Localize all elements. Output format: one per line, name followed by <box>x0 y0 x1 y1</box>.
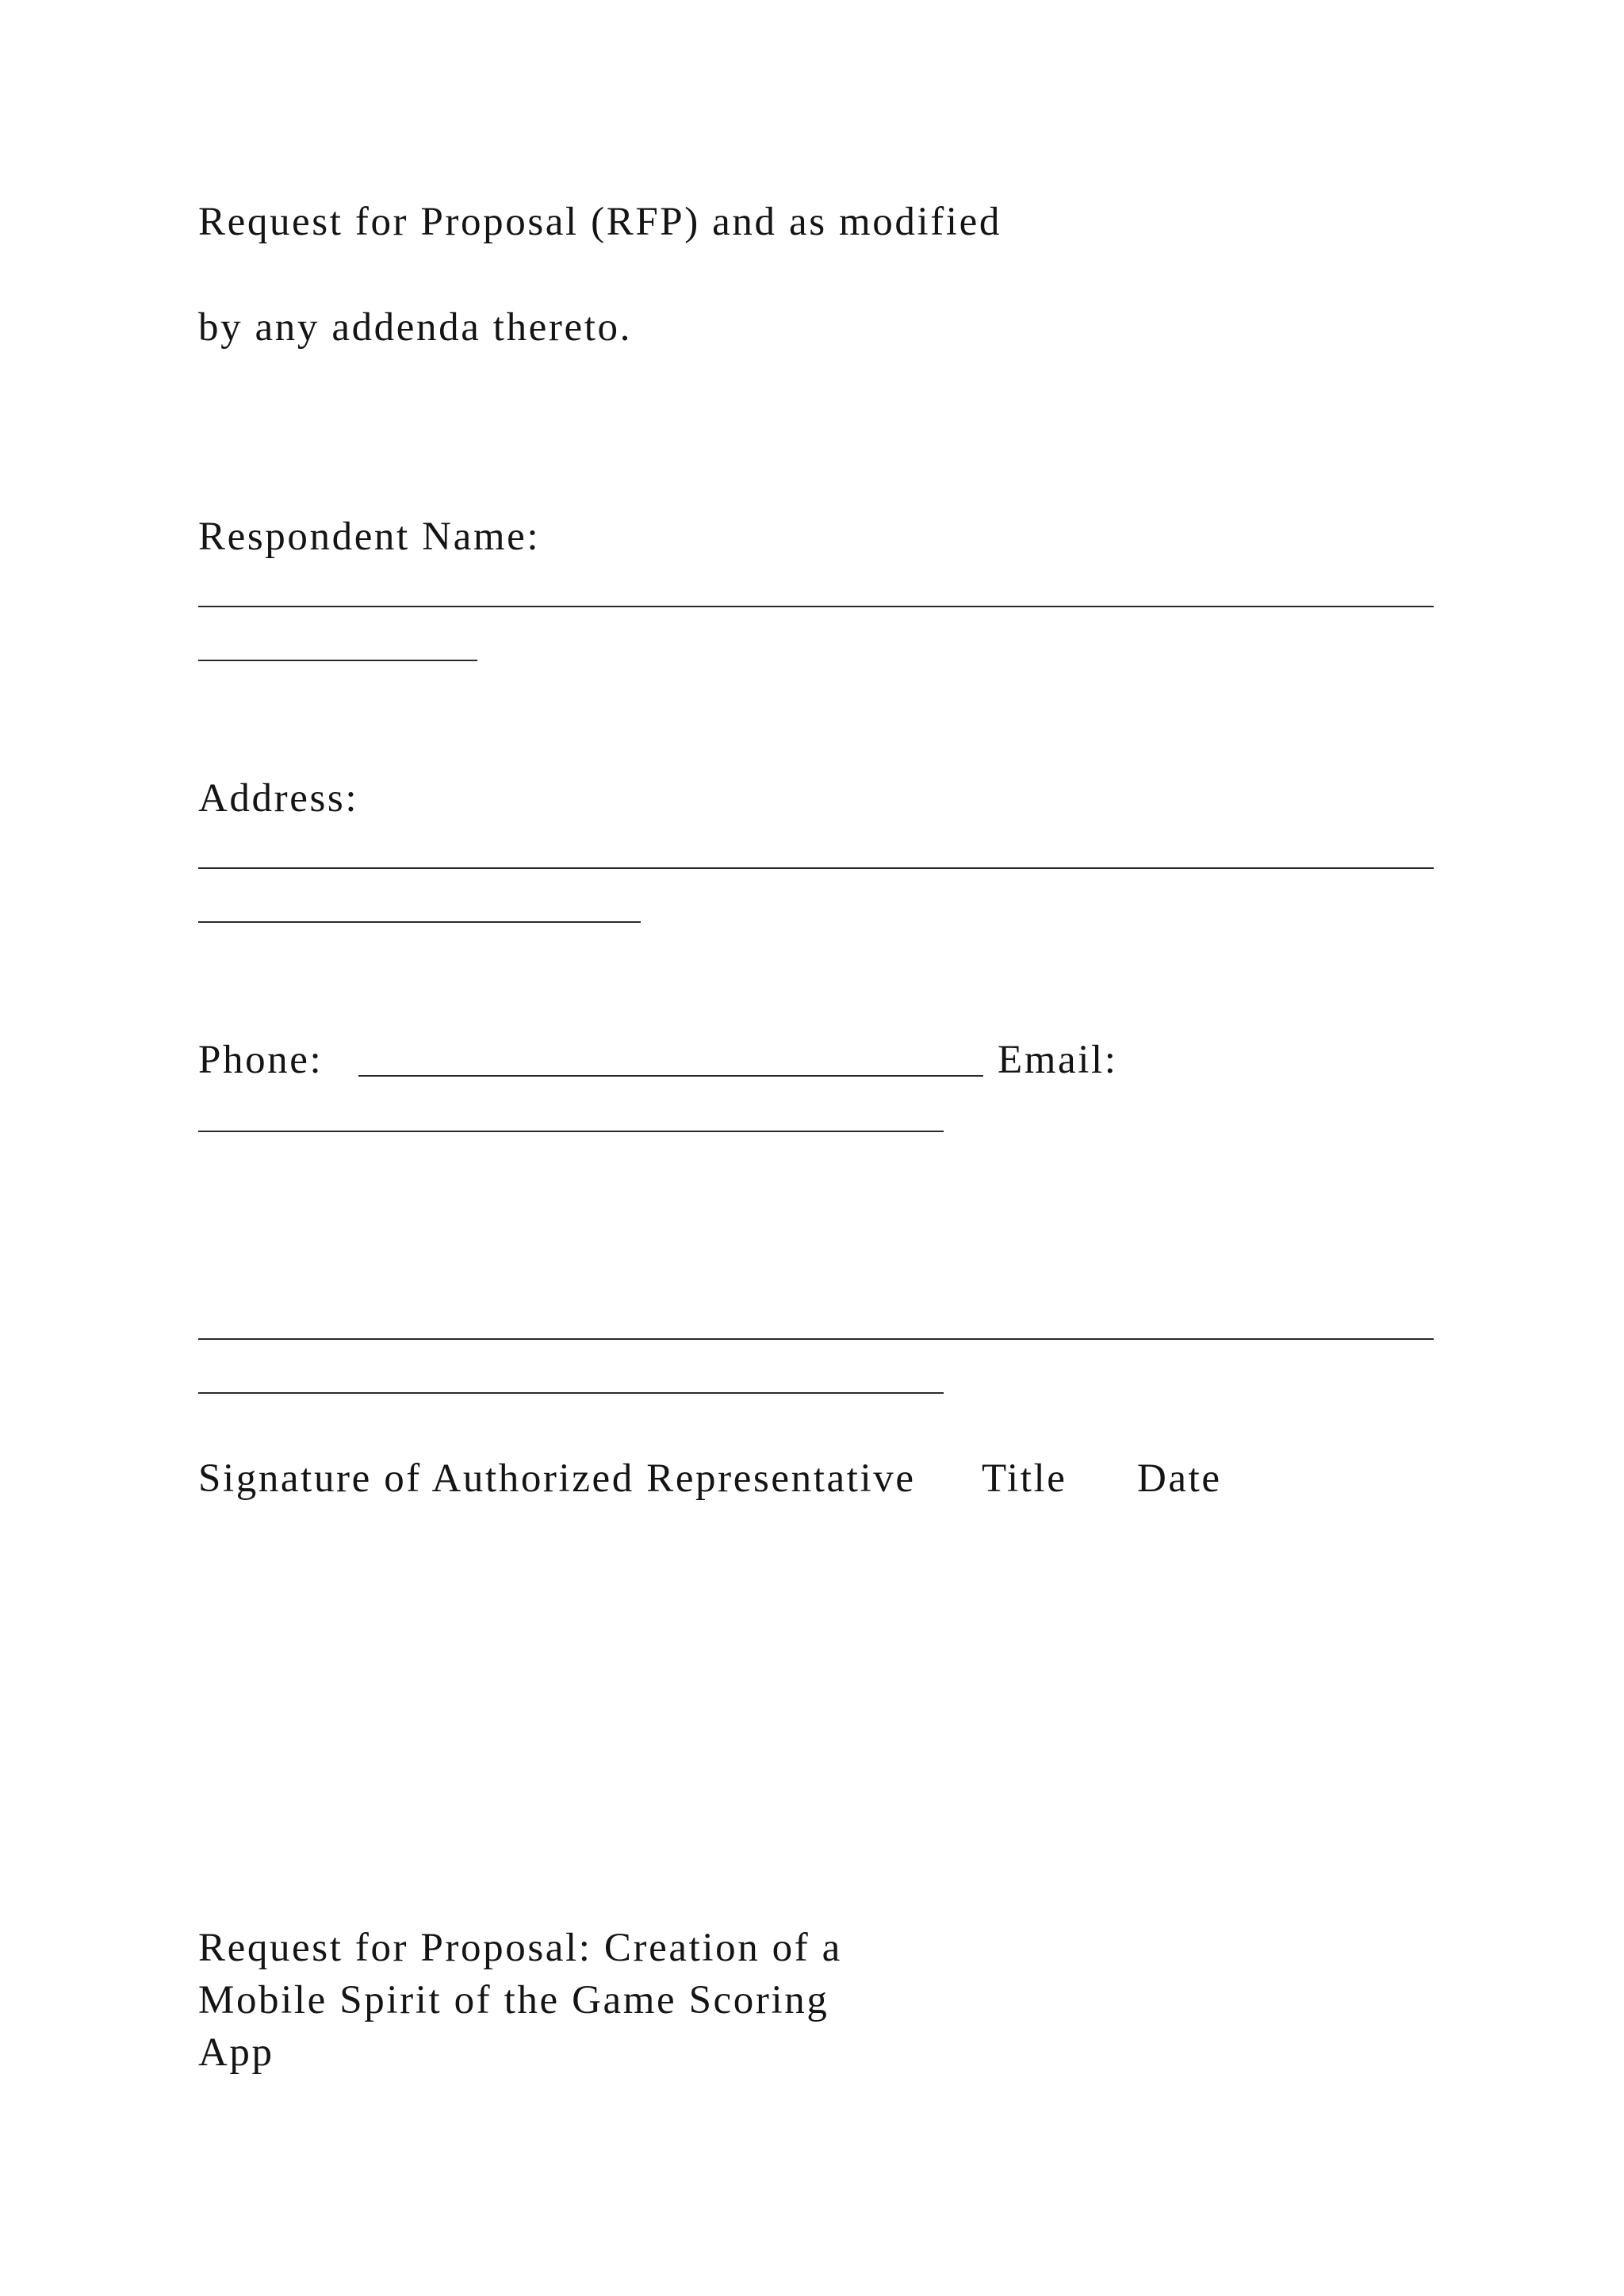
phone-blank-line <box>358 1075 983 1077</box>
respondent-name-label: Respondent Name: <box>198 515 541 559</box>
email-blank-line <box>198 1131 944 1132</box>
respondent-name-blank-line-1 <box>198 606 1434 607</box>
document-title-line-3: App <box>198 2030 274 2075</box>
date-label: Date <box>1137 1456 1222 1501</box>
phone-label: Phone: <box>198 1038 324 1082</box>
document-title-line-1: Request for Proposal: Creation of a <box>198 1926 842 1970</box>
document-title-line-2: Mobile Spirit of the Game Scoring <box>198 1978 829 2022</box>
title-label: Title <box>982 1456 1067 1501</box>
respondent-name-blank-line-2 <box>198 660 477 661</box>
email-label: Email: <box>998 1038 1118 1082</box>
signature-blank-line-2 <box>198 1392 944 1394</box>
signature-blank-line-1 <box>198 1338 1434 1340</box>
intro-line-2: by any addenda thereto. <box>198 305 632 350</box>
document-title <box>198 1922 912 2079</box>
address-label: Address: <box>198 776 359 821</box>
address-blank-line-2 <box>198 921 641 923</box>
address-blank-line-1 <box>198 867 1434 869</box>
intro-line-1: Request for Proposal (RFP) and as modified <box>198 200 1002 244</box>
signature-label: Signature of Authorized Representative <box>198 1456 916 1501</box>
